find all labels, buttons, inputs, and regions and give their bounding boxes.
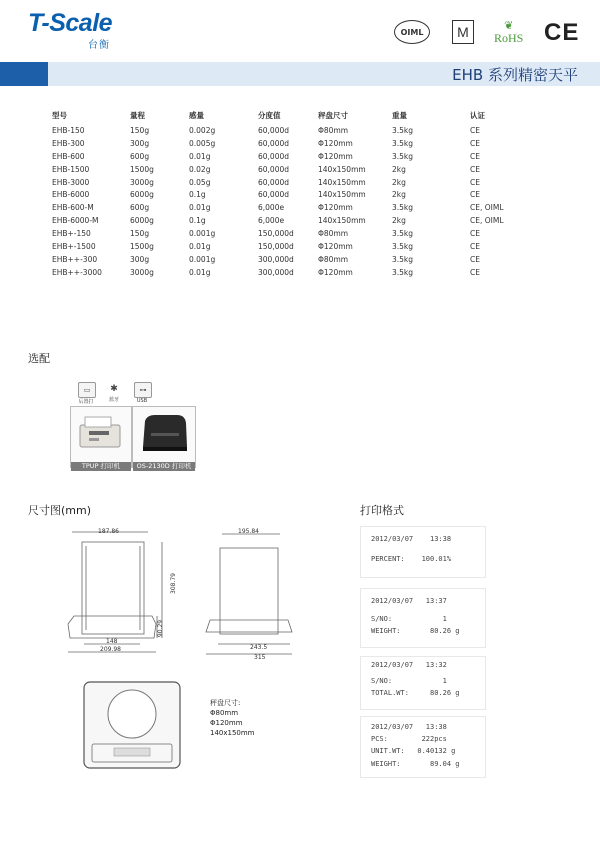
table-cell: 2kg (392, 177, 406, 187)
receipt-percent (360, 526, 486, 578)
table-cell: EHB-6000 (52, 190, 90, 200)
table-cell: 60,000d (258, 138, 290, 148)
table-cell: CE (470, 241, 480, 251)
table-cell: EHB-600-M (52, 203, 94, 213)
dim-front-base-width: 209.98 (100, 646, 121, 653)
rs232-port-icon: ▭ (78, 382, 96, 398)
brand-logo-text: T-Scale (28, 9, 113, 37)
table-row (52, 163, 530, 176)
dim-front-base-height: 90.29 (157, 619, 165, 638)
dim-front-top-width: 187.86 (98, 528, 119, 535)
table-cell: EHB-300 (52, 138, 85, 148)
rohs-logo (494, 20, 523, 46)
table-cell: 0.02g (189, 164, 211, 174)
table-cell: 0.005g (189, 138, 216, 148)
receipt-line: S/NO: 1 (371, 615, 447, 623)
option-label: 蓝牙 (108, 397, 119, 403)
table-cell: 3.5kg (392, 267, 414, 277)
table-cell: 3.5kg (392, 241, 414, 251)
table-cell: CE (470, 254, 480, 264)
table-cell: CE (470, 267, 480, 277)
table-row (52, 214, 530, 227)
m-text: M (457, 24, 469, 40)
title-bar-accent (0, 62, 48, 86)
table-row (52, 201, 530, 214)
table-cell: CE (470, 164, 480, 174)
table-cell: EHB-150 (52, 125, 85, 135)
table-cell: 60,000d (258, 151, 290, 161)
table-cell: CE, OIML (470, 216, 504, 226)
rohs-text: RoHS (494, 30, 524, 45)
table-cell: 150g (130, 125, 150, 135)
table-row (52, 124, 530, 137)
os2130d-printer-photo (132, 406, 196, 468)
table-cell: CE (470, 151, 480, 161)
leaf-icon: ❦ (504, 19, 514, 32)
header-cell: 量程 (130, 111, 145, 120)
table-cell: 150,000d (258, 229, 294, 239)
metrology-m-logo (452, 20, 474, 44)
table-row (52, 240, 530, 253)
table-cell: 140x150mm (318, 216, 366, 226)
option-label: USB (136, 398, 148, 404)
table-cell: 140x150mm (318, 190, 366, 200)
table-cell: 140x150mm (318, 164, 366, 174)
table-cell: CE, OIML (470, 203, 504, 213)
table-cell: 6,000e (258, 216, 285, 226)
header-cell: 秤盘尺寸 (318, 111, 348, 120)
table-cell: 300g (130, 138, 150, 148)
table-cell: Φ120mm (318, 151, 353, 161)
table-cell: CE (470, 138, 480, 148)
receipt-line: WEIGHT: 89.04 g (371, 760, 460, 768)
bluetooth-icon: ✱ (110, 384, 118, 394)
pan-size-item: Φ120mm (210, 719, 243, 727)
table-cell: 3000g (130, 177, 154, 187)
receipt-line: 2012/03/07 13:38 (371, 535, 452, 543)
receipt-line: WEIGHT: 80.26 g (371, 627, 460, 635)
table-cell: EHB-600 (52, 151, 85, 161)
table-cell: 3.5kg (392, 138, 414, 148)
dim-front-inner-width: 148 (106, 638, 118, 645)
table-cell: 2kg (392, 164, 406, 174)
table-cell: 140x150mm (318, 177, 366, 187)
table-cell: Φ120mm (318, 267, 353, 277)
table-cell: 0.001g (189, 229, 216, 239)
dim-side-top-width: 195.84 (238, 528, 259, 535)
table-cell: EHB+-1500 (52, 241, 96, 251)
table-cell: 0.1g (189, 190, 206, 200)
pan-size-label (210, 698, 255, 738)
table-cell: 3.5kg (392, 125, 414, 135)
receipt-line: 2012/03/07 13:37 (371, 597, 447, 605)
dim-front-height: 308.79 (170, 573, 177, 594)
tpup-printer-photo (70, 406, 132, 468)
front-glass-case (82, 542, 144, 634)
table-row (52, 266, 530, 279)
pan-size-item: Φ80mm (210, 709, 239, 717)
pan-size-title: 秤盘尺寸: (210, 699, 241, 707)
table-cell: 60,000d (258, 164, 290, 174)
table-cell: 3.5kg (392, 151, 414, 161)
table-cell: CE (470, 190, 480, 200)
receipt-line: PERCENT: 100.01% (371, 555, 452, 563)
table-cell: 0.01g (189, 203, 211, 213)
table-cell: 6000g (130, 190, 154, 200)
table-cell: 6,000e (258, 203, 285, 213)
tpup-printer-image (71, 407, 131, 458)
receipt-line: 2012/03/07 13:32 (371, 661, 447, 669)
table-cell: 2kg (392, 216, 406, 226)
oiml-text: OIML (400, 27, 424, 37)
table-cell: 0.002g (189, 125, 216, 135)
table-cell: Φ120mm (318, 241, 353, 251)
os2130d-printer-image (133, 407, 195, 458)
table-cell: 300g (130, 254, 150, 264)
header-cell: 分度值 (258, 111, 281, 120)
header-cell: 型号 (52, 111, 67, 120)
print-format-title: 打印格式 (360, 504, 404, 517)
spec-table-body (52, 124, 530, 279)
receipt-line: UNIT.WT: 0.40132 g (371, 747, 456, 755)
table-cell: EHB-6000-M (52, 216, 99, 226)
table-cell: 1500g (130, 241, 154, 251)
pan-size-item: 140x150mm (210, 729, 255, 737)
table-cell: EHB-1500 (52, 164, 90, 174)
receipt-line: TOTAL.WT: 80.26 g (371, 689, 460, 697)
table-cell: EHB+-150 (52, 229, 91, 239)
table-cell: Φ120mm (318, 203, 353, 213)
table-cell: EHB-3000 (52, 177, 90, 187)
table-cell: 1500g (130, 164, 154, 174)
product-title: EHB 系列精密天平 (452, 66, 578, 84)
table-cell: 300,000d (258, 254, 294, 264)
table-cell: EHB++-3000 (52, 267, 102, 277)
usb-icon: ⊶ (134, 382, 152, 398)
receipt-count (360, 716, 486, 778)
table-cell: 60,000d (258, 190, 290, 200)
table-row (52, 188, 530, 201)
table-cell: Φ120mm (318, 138, 353, 148)
table-cell: 0.01g (189, 151, 211, 161)
table-row (52, 253, 530, 266)
table-row (52, 150, 530, 163)
header-cell: 重量 (392, 111, 407, 120)
option-usb (134, 382, 154, 404)
side-base (206, 620, 292, 632)
table-cell: 150g (130, 229, 150, 239)
spec-table (52, 110, 530, 279)
table-cell: 600g (130, 151, 150, 161)
dim-side-depth: 315 (254, 654, 266, 661)
ce-logo: CE (544, 19, 580, 46)
dimensions-title: 尺寸图(mm) (28, 504, 92, 517)
front-base (68, 616, 156, 638)
option-bluetooth (106, 382, 126, 403)
top-view-drawing (82, 680, 184, 772)
table-row (52, 137, 530, 150)
spec-table-header (52, 110, 530, 124)
table-cell: 0.01g (189, 267, 211, 277)
receipt-line: S/NO: 1 (371, 677, 447, 685)
table-cell: 3000g (130, 267, 154, 277)
table-cell: 600g (130, 203, 150, 213)
table-cell: 60,000d (258, 125, 290, 135)
receipt-line: 2012/03/07 13:38 (371, 723, 447, 731)
oiml-logo (394, 20, 430, 44)
table-cell: Φ80mm (318, 254, 349, 264)
table-cell: Φ80mm (318, 229, 349, 239)
table-cell: CE (470, 229, 480, 239)
table-cell: 6000g (130, 216, 154, 226)
header-cell: 认证 (470, 111, 485, 120)
options-title: 选配 (28, 352, 50, 365)
table-cell: 0.05g (189, 177, 211, 187)
receipt-total (360, 656, 486, 710)
table-cell: CE (470, 125, 480, 135)
table-cell: 300,000d (258, 267, 294, 277)
option-rs232 (78, 382, 98, 405)
table-cell: 2kg (392, 190, 406, 200)
brand-logo-cn: 台衡 (88, 40, 110, 51)
header-cell: 感量 (189, 111, 204, 120)
brand-logo (28, 9, 113, 51)
table-cell: 3.5kg (392, 229, 414, 239)
table-cell: Φ80mm (318, 125, 349, 135)
table-cell: 3.5kg (392, 203, 414, 213)
side-glass-case (220, 548, 278, 634)
table-cell: 0.01g (189, 241, 211, 251)
os2130d-caption: OS-2130D 打印机 (133, 462, 195, 471)
table-cell: 60,000d (258, 177, 290, 187)
receipt-weight (360, 588, 486, 648)
receipt-line: PCS: 222pcs (371, 735, 447, 743)
option-label: 后置打 (78, 399, 94, 405)
tpup-caption: TPUP 打印机 (71, 462, 131, 471)
table-cell: 150,000d (258, 241, 294, 251)
table-cell: 3.5kg (392, 254, 414, 264)
table-cell: 0.001g (189, 254, 216, 264)
table-row (52, 176, 530, 189)
table-cell: CE (470, 177, 480, 187)
table-cell: EHB++-300 (52, 254, 98, 264)
table-cell: 0.1g (189, 216, 206, 226)
dim-side-inner-depth: 243.5 (250, 644, 268, 651)
table-row (52, 227, 530, 240)
